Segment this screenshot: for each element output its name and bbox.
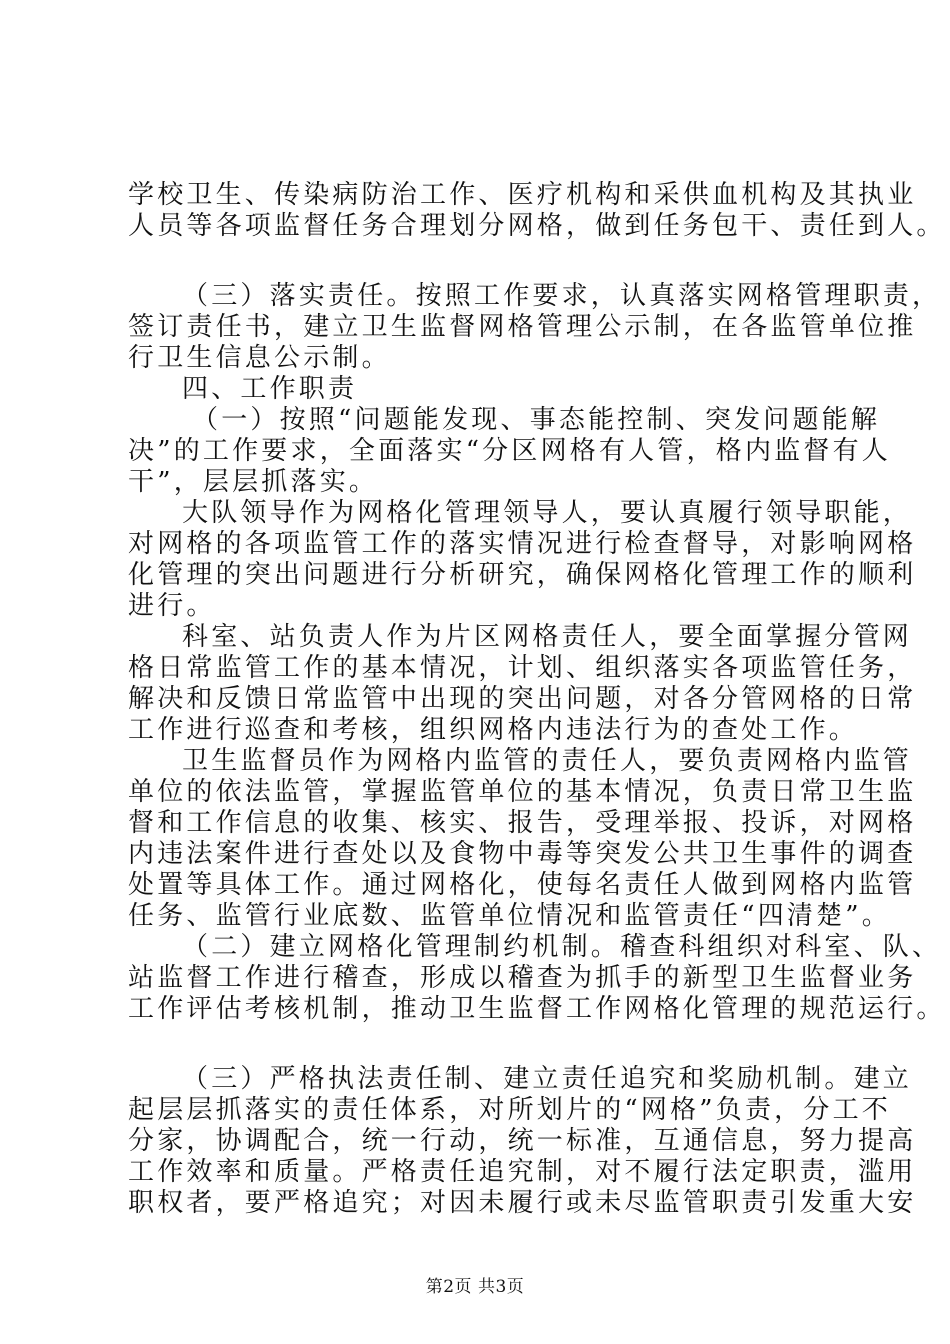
text-line: 卫生监督员作为网格内监管的责任人，要负责网格内监管 [182, 746, 913, 776]
text-line: （一）按照“问题能发现、事态能控制、突发问题能解 [192, 405, 881, 435]
text-line: 化管理的突出问题进行分析研究，确保网格化管理工作的顺利 [128, 560, 917, 590]
text-line: 行卫生信息公示制。 [128, 343, 391, 373]
text-line: 工作评估考核机制，推动卫生监督工作网格化管理的规范运行。 [128, 994, 946, 1024]
text-line: 分家，协调配合，统一行动，统一标准，互通信息，努力提高 [128, 1126, 917, 1156]
text-line: 工作效率和质量。严格责任追究制，对不履行法定职责，滥用 [128, 1157, 917, 1187]
text-line: 大队领导作为网格化管理领导人，要认真履行领导职能， [182, 498, 913, 528]
text-line: 内违法案件进行查处以及食物中毒等突发公共卫生事件的调查 [128, 839, 917, 869]
text-line: 起层层抓落实的责任体系，对所划片的“网格”负责，分工不 [128, 1095, 891, 1125]
text-line: 签订责任书，建立卫生监督网格管理公示制，在各监管单位推 [128, 312, 917, 342]
text-line: 人员等各项监督任务合理划分网格，做到任务包干、责任到人。 [128, 211, 946, 241]
text-line: （三）落实责任。按照工作要求，认真落实网格管理职责， [182, 281, 942, 311]
text-line: 格日常监管工作的基本情况，计划、组织落实各项监管任务， [128, 653, 917, 683]
text-line: 学校卫生、传染病防治工作、医疗机构和采供血机构及其执业 [128, 180, 917, 210]
text-line: 干”，层层抓落实。 [128, 467, 379, 497]
text-line: 职权者，要严格追究；对因未履行或未尽监管职责引发重大安 [128, 1188, 917, 1218]
text-line: （二）建立网格化管理制约机制。稽查科组织对科室、队、 [182, 932, 942, 962]
text-line: 决”的工作要求，全面落实“分区网格有人管，格内监督有人 [128, 436, 891, 466]
text-line: 督和工作信息的收集、核实、报告，受理举报、投诉，对网格 [128, 808, 917, 838]
text-line: 处置等具体工作。通过网格化，使每名责任人做到网格内监管 [128, 870, 917, 900]
page-number-footer: 第2页 共3页 [425, 1277, 525, 1297]
text-line: 单位的依法监管，掌握监管单位的基本情况，负责日常卫生监 [128, 777, 917, 807]
text-line: 任务、监管行业底数、监管单位情况和监管责任“四清楚”。 [128, 901, 891, 931]
text-line: 站监督工作进行稽查，形成以稽查为抓手的新型卫生监督业务 [128, 963, 917, 993]
text-line: 对网格的各项监管工作的落实情况进行检查督导，对影响网格 [128, 529, 917, 559]
section-heading: 四、工作职责 [182, 374, 358, 404]
text-line: 工作进行巡查和考核，组织网格内违法行为的查处工作。 [128, 715, 859, 745]
text-line: 进行。 [128, 591, 216, 621]
text-line: （三）严格执法责任制、建立责任追究和奖励机制。建立 [182, 1064, 913, 1094]
text-line: 科室、站负责人作为片区网格责任人，要全面掌握分管网 [182, 622, 913, 652]
text-line: 解决和反馈日常监管中出现的突出问题，对各分管网格的日常 [128, 684, 917, 714]
